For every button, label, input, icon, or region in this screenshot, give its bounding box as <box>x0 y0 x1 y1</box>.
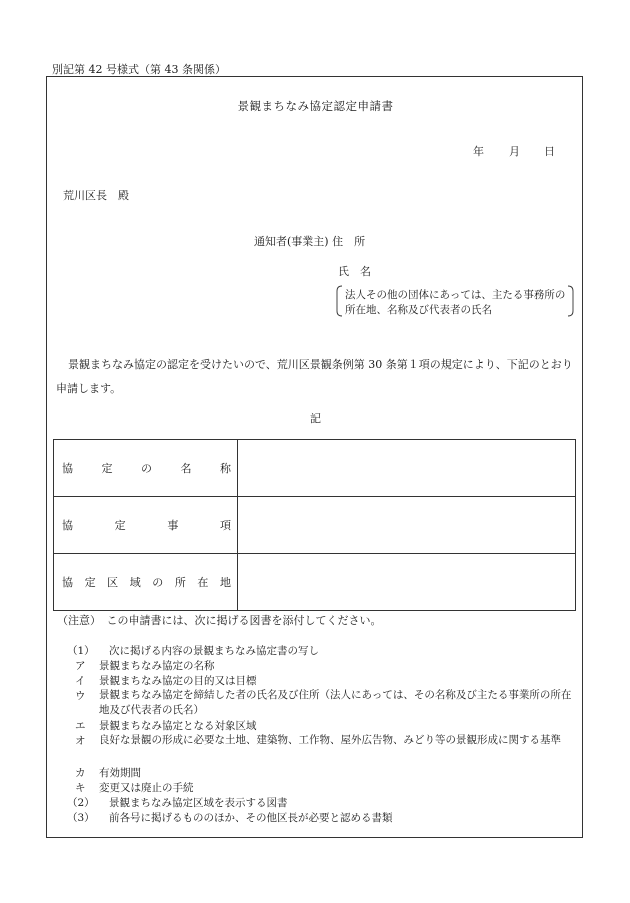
list-marker: （2） <box>67 797 95 809</box>
table-row <box>54 497 576 554</box>
label-char: 項 <box>219 519 231 532</box>
label-char: 協 <box>62 576 73 589</box>
application-form <box>46 76 583 838</box>
list-text: 景観まちなみ協定の目的又は目標 <box>99 675 257 687</box>
label-char: 定 <box>84 576 96 589</box>
list-marker: （3） <box>67 812 95 824</box>
agreement-area-location-field[interactable] <box>238 554 576 611</box>
corporate-note: 法人その他の団体にあっては、主たる事務所の所在地、名称及び代表者の氏名 <box>345 289 566 316</box>
list-marker: （1） <box>67 645 95 657</box>
application-statement: 景観まちなみ協定の認定を受けたいので、荒川区景観条例第 30 条第１項の規定により、下記のとおり申請します。 <box>56 358 573 395</box>
date-month-label: 月 <box>509 145 520 158</box>
notifier-address-label: 通知者(事業主) 住 所 <box>254 235 366 248</box>
corporate-note-bracket <box>335 285 575 317</box>
label-char: 地 <box>219 576 231 589</box>
agreement-matters-label <box>54 497 238 554</box>
list-marker: キ <box>75 782 86 794</box>
label-char: 名 <box>180 462 192 475</box>
form-number-label: 別記第 42 号様式（第 43 条関係） <box>52 63 226 76</box>
list-marker: エ <box>75 720 86 732</box>
list-item <box>75 733 575 763</box>
agreement-name-field[interactable] <box>238 440 576 497</box>
label-char: 区 <box>107 576 119 589</box>
label-char: 協 <box>62 519 73 532</box>
agreement-area-location-label <box>54 554 238 611</box>
list-text: 良好な景観の形成に必要な土地、建築物、工作物、屋外広告物、みどり等の景観形成に関する基準 <box>99 734 561 746</box>
addressee: 荒川区長 殿 <box>63 189 129 202</box>
label-char: 在 <box>197 576 209 589</box>
details-table <box>53 439 576 611</box>
list-text: 景観まちなみ協定を締結した者の氏名及び住所（法人にあっては、その名称及び主たる事業所の所在地及び代表者の氏名） <box>99 689 572 716</box>
notifier-name-label: 氏 名 <box>338 265 371 278</box>
agreement-name-label <box>54 440 238 497</box>
list-text: 景観まちなみ協定区域を表示する図書 <box>109 797 288 809</box>
label-char: 称 <box>220 462 231 475</box>
form-title: 景観まちなみ協定認定申請書 <box>237 99 394 113</box>
label-char: 所 <box>174 576 186 589</box>
list-marker: ア <box>75 660 86 672</box>
table-row <box>54 440 576 497</box>
label-char: 定 <box>114 519 126 532</box>
table-row <box>54 554 576 611</box>
list-text: 有効期間 <box>99 767 141 779</box>
list-text: 次に掲げる内容の景観まちなみ協定書の写し <box>109 645 319 657</box>
label-char: 協 <box>62 462 73 475</box>
label-char: 事 <box>167 519 179 532</box>
agreement-matters-field[interactable] <box>238 497 576 554</box>
ki-heading: 記 <box>310 412 321 425</box>
list-marker: カ <box>75 767 86 779</box>
list-marker: ウ <box>75 690 86 702</box>
label-char: の <box>141 462 152 475</box>
list-text: 前各号に掲げるもののほか、その他区長が必要と認める書類 <box>109 812 393 824</box>
list-text: 景観まちなみ協定となる対象区域 <box>99 720 257 732</box>
list-item <box>75 688 575 718</box>
attachment-note: （注意） この申請書には、次に掲げる図書を添付してください。 <box>57 614 382 627</box>
list-marker: オ <box>75 735 86 747</box>
list-marker: イ <box>75 675 86 687</box>
date-day-label: 日 <box>544 145 555 158</box>
date-year-label: 年 <box>473 145 484 158</box>
label-char: 定 <box>101 462 113 475</box>
list-text: 景観まちなみ協定の名称 <box>99 660 215 672</box>
label-char: の <box>152 576 164 589</box>
label-char: 域 <box>129 576 141 589</box>
list-text: 変更又は廃止の手続 <box>99 782 194 794</box>
